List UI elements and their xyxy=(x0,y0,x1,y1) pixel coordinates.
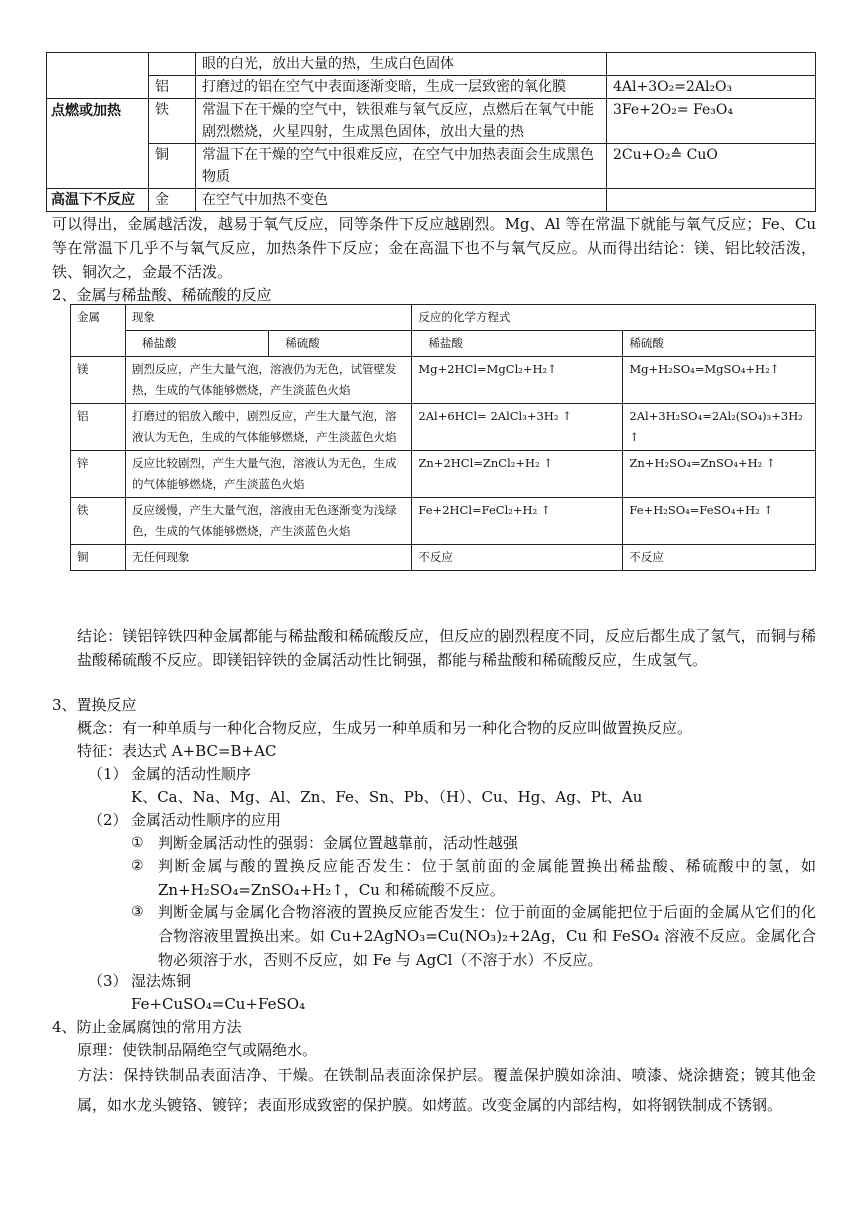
table-row xyxy=(47,53,816,76)
principle-text: 原理：使铁制品隔绝空气或隔绝水。 xyxy=(77,1041,318,1059)
concept-text: 概念：有一种单质与一种化合物反应，生成另一种单质和另一种化合物的反应叫做置换反应。 xyxy=(77,719,693,737)
header-metal: 金属 xyxy=(71,305,126,357)
equation-h2so4-cell: Fe+H₂SO₄=FeSO₄+H₂ ↑ xyxy=(623,498,816,545)
oxygen-reaction-table xyxy=(46,52,816,212)
subsection-number: （3） xyxy=(88,972,128,990)
conclusion-paragraph-2: 结论：镁铝锌铁四种金属都能与稀盐酸和稀硫酸反应，但反应的剧烈程度不同，反应后都生成了氢气，而铜与稀盐酸稀硫酸不反应。即镁铝锌铁的金属活动性比铜强，都能与稀盐酸和稀硫酸反应，生成氢气。 xyxy=(77,627,816,669)
condition-cell: 点燃或加热 xyxy=(47,99,149,189)
subsection-number: （1） xyxy=(88,765,128,783)
metal-cell: 铁 xyxy=(149,99,196,144)
metal-cell: 锌 xyxy=(71,451,126,498)
item-marker: ③ xyxy=(131,904,144,920)
equation-cell: 3Fe+2O₂= Fe₃O₄ xyxy=(607,99,816,144)
conclusion-paragraph-1: 可以得出，金属越活泼，越易于氧气反应，同等条件下反应越剧烈。Mg、Al 等在常温下就能与氧气反应；Fe、Cu 等在常温下几乎不与氧气反应，加热条件下反应；金在高温下也不与氧气反应。从而得出结论：镁、铝比较活泼，铁、铜次之，金最不活泼。 xyxy=(52,215,816,281)
table-row xyxy=(71,451,816,498)
equation-h2so4-cell: Zn+H₂SO₄=ZnSO₄+H₂ ↑ xyxy=(623,451,816,498)
phenomenon-cell: 无任何现象 xyxy=(126,545,412,571)
table-row xyxy=(71,357,816,404)
header-equation: 反应的化学方程式 xyxy=(412,305,816,331)
acid-reaction-table xyxy=(70,304,816,571)
table-subheader-row xyxy=(71,331,816,357)
metal-cell: 金 xyxy=(149,189,196,212)
item-marker: ① xyxy=(131,835,144,851)
subheader-h2so4: 稀硫酸 xyxy=(269,331,412,357)
subsection-title: 湿法炼铜 xyxy=(131,972,192,990)
equation-cell xyxy=(607,189,816,212)
table-row xyxy=(47,144,816,189)
section-heading-4: 4、防止金属腐蚀的常用方法 xyxy=(52,1018,242,1036)
equation-h2so4-cell: 不反应 xyxy=(623,545,816,571)
phenomenon-cell: 常温下在干燥的空气中，铁很难与氧气反应，点燃后在氧气中能剧烈燃烧，火星四射，生成黑色固体，放出大量的热 xyxy=(196,99,607,144)
method-text: 方法：保持铁制品表面洁净、干燥。在铁制品表面涂保护层。覆盖保护膜如涂油、喷漆、烧涂搪瓷；镀其他金属，如水龙头镀铬、镀锌；表面形成致密的保护膜。如烤蓝。改变金属的内部结构，如将钢铁制成不锈钢。 xyxy=(77,1066,816,1114)
phenomenon-cell: 眼的白光，放出大量的热，生成白色固体 xyxy=(196,53,607,76)
metal-cell: 铜 xyxy=(71,545,126,571)
subsection-number: （2） xyxy=(88,811,128,829)
header-phenomenon: 现象 xyxy=(126,305,412,331)
subsection-title: 金属活动性顺序的应用 xyxy=(131,811,282,829)
table-row xyxy=(71,498,816,545)
condition-cell xyxy=(47,53,149,99)
metal-cell: 铝 xyxy=(149,76,196,99)
section-heading-2: 2、金属与稀盐酸、稀硫酸的反应 xyxy=(52,286,272,304)
phenomenon-cell: 反应缓慢，产生大量气泡，溶液由无色逐渐变为浅绿色，生成的气体能够燃烧，产生淡蓝色火焰 xyxy=(126,498,412,545)
subsection-title: 金属的活动性顺序 xyxy=(131,765,252,783)
table-header-row xyxy=(71,305,816,331)
table-row xyxy=(47,76,816,99)
section-heading-3: 3、置换反应 xyxy=(52,696,137,714)
equation-hcl-cell: Zn+2HCl=ZnCl₂+H₂ ↑ xyxy=(412,451,623,498)
equation-hcl-cell: Mg+2HCl=MgCl₂+H₂↑ xyxy=(412,357,623,404)
phenomenon-cell: 剧烈反应，产生大量气泡，溶液仍为无色，试管壁发热，生成的气体能够燃烧，产生淡蓝色火焰 xyxy=(126,357,412,404)
application-item-2: 判断金属与酸的置换反应能否发生：位于氢前面的金属能置换出稀盐酸、稀硫酸中的氢，如 Zn+H₂SO₄=ZnSO₄+H₂↑，Cu 和稀硫酸不反应。 xyxy=(158,857,816,899)
metal-cell: 铜 xyxy=(149,144,196,189)
phenomenon-cell: 在空气中加热不变色 xyxy=(196,189,607,212)
activity-order-text: K、Ca、Na、Mg、Al、Zn、Fe、Sn、Pb、（H）、Cu、Hg、Ag、Pt、Au xyxy=(131,788,643,806)
equation-h2so4-cell: 2Al+3H₂SO₄=2Al₂(SO₄)₃+3H₂ ↑ xyxy=(623,404,816,451)
subheader-hcl: 稀盐酸 xyxy=(412,331,623,357)
application-item-3: 判断金属与金属化合物溶液的置换反应能否发生：位于前面的金属能把位于后面的金属从它们的化合物溶液里置换出来。如 Cu+2AgNO₃=Cu(NO₃)₂+2Ag，Cu 和 FeSO₄ 溶液不反应。金属化合物必须溶于水，否则不反应，如 Fe 与 AgCl（不溶于水）不反应。 xyxy=(158,903,816,969)
equation-cell xyxy=(607,53,816,76)
feature-text: 特征：表达式 A+BC=B+AC xyxy=(77,742,277,760)
phenomenon-cell: 打磨过的铝在空气中表面逐渐变暗，生成一层致密的氧化膜 xyxy=(196,76,607,99)
table-row xyxy=(47,189,816,212)
equation-text: Fe+CuSO₄=Cu+FeSO₄ xyxy=(131,995,306,1013)
subheader-hcl: 稀盐酸 xyxy=(126,331,269,357)
equation-hcl-cell: 2Al+6HCl= 2AlCl₃+3H₂ ↑ xyxy=(412,404,623,451)
phenomenon-cell: 常温下在干燥的空气中很难反应，在空气中加热表面会生成黑色物质 xyxy=(196,144,607,189)
table-row xyxy=(71,545,816,571)
equation-cell: 4Al+3O₂=2Al₂O₃ xyxy=(607,76,816,99)
equation-cell: 2Cu+O₂≙ CuO xyxy=(607,144,816,189)
equation-hcl-cell: Fe+2HCl=FeCl₂+H₂ ↑ xyxy=(412,498,623,545)
item-marker: ② xyxy=(131,858,144,874)
condition-cell: 高温下不反应 xyxy=(47,189,149,212)
phenomenon-cell: 打磨过的铝放入酸中，剧烈反应，产生大量气泡，溶液认为无色，生成的气体能够燃烧，产生淡蓝色火焰 xyxy=(126,404,412,451)
metal-cell: 镁 xyxy=(71,357,126,404)
metal-cell: 铝 xyxy=(71,404,126,451)
equation-h2so4-cell: Mg+H₂SO₄=MgSO₄+H₂↑ xyxy=(623,357,816,404)
subheader-h2so4: 稀硫酸 xyxy=(623,331,816,357)
application-item-1: 判断金属活动性的强弱：金属位置越靠前，活动性越强 xyxy=(158,834,519,852)
phenomenon-cell: 反应比较剧烈，产生大量气泡，溶液认为无色，生成的气体能够燃烧，产生淡蓝色火焰 xyxy=(126,451,412,498)
table-row xyxy=(47,99,816,144)
equation-hcl-cell: 不反应 xyxy=(412,545,623,571)
metal-cell: 铁 xyxy=(71,498,126,545)
metal-cell xyxy=(149,53,196,76)
table-row xyxy=(71,404,816,451)
